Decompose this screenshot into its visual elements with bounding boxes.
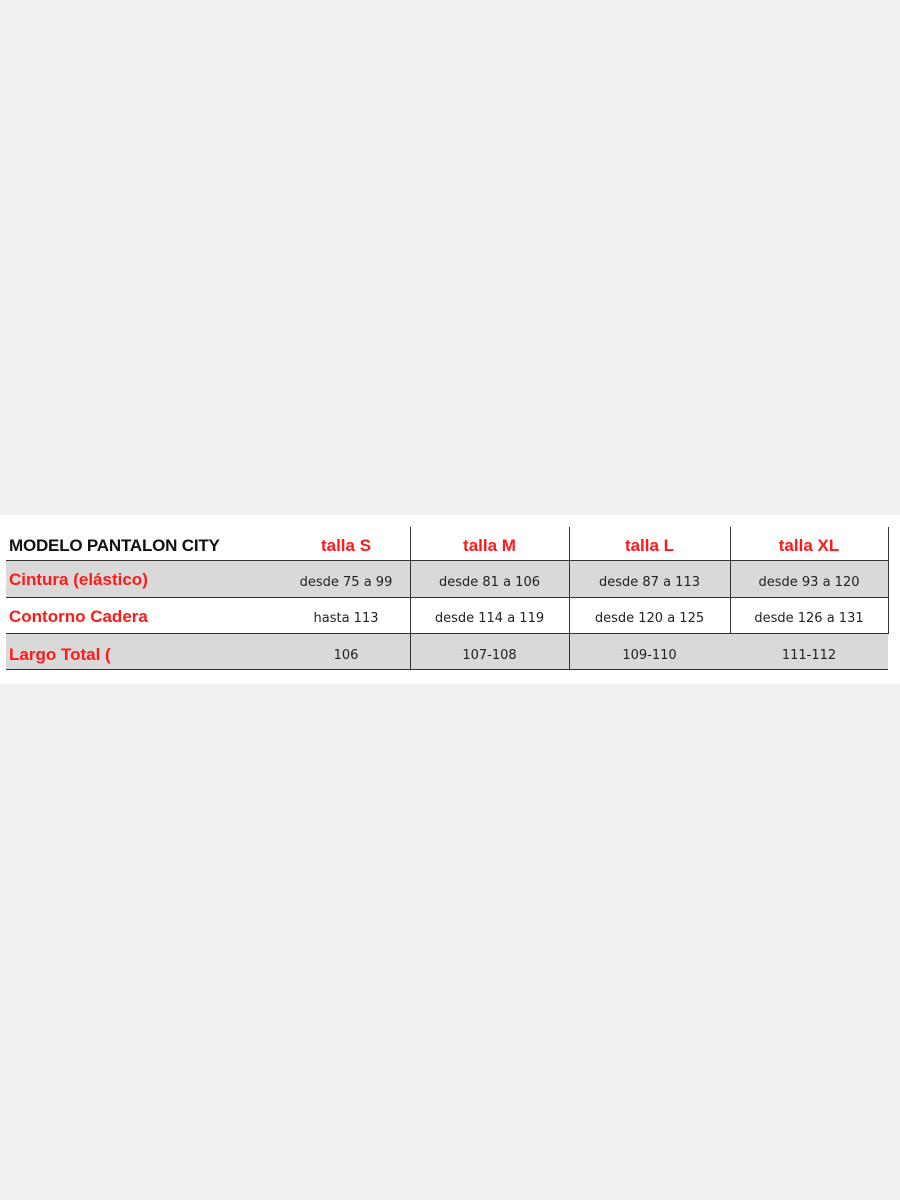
cell-hip-m: desde 114 a 119 xyxy=(434,611,545,626)
grid-line-col-l xyxy=(569,527,570,670)
cell-hip-l: desde 120 a 125 xyxy=(594,611,705,626)
grid-line-table-bottom xyxy=(6,669,888,670)
row-label-hip: Contorno Cadera xyxy=(9,607,148,626)
header-size-s: talla S xyxy=(320,536,372,555)
cell-length-l: 109-110 xyxy=(622,648,677,663)
header-size-m: talla M xyxy=(463,536,516,555)
header-size-l: talla L xyxy=(624,536,675,555)
cell-length-m: 107-108 xyxy=(462,648,517,663)
row-label-length: Largo Total ( xyxy=(9,645,111,664)
grid-line-col-m xyxy=(410,527,411,670)
row-label-waist: Cintura (elástico) xyxy=(9,570,148,589)
cell-waist-s: desde 75 a 99 xyxy=(299,575,393,590)
grid-line-right-edge xyxy=(888,527,889,634)
cell-length-s: 106 xyxy=(333,648,359,663)
grid-line-header-bottom xyxy=(6,560,888,561)
header-size-xl: talla XL xyxy=(778,536,840,555)
cell-hip-xl: desde 126 a 131 xyxy=(754,611,864,626)
cell-length-xl: 111-112 xyxy=(781,648,837,663)
cell-waist-l: desde 87 a 113 xyxy=(599,575,700,590)
grid-line-row1-bottom xyxy=(6,597,888,598)
grid-line-col-xl xyxy=(730,527,731,634)
cell-waist-m: desde 81 a 106 xyxy=(439,575,540,590)
table-title: MODELO PANTALON CITY xyxy=(9,536,220,555)
cell-waist-xl: desde 93 a 120 xyxy=(758,575,860,590)
grid-line-row2-bottom xyxy=(6,633,888,634)
cell-hip-s: hasta 113 xyxy=(313,611,379,626)
